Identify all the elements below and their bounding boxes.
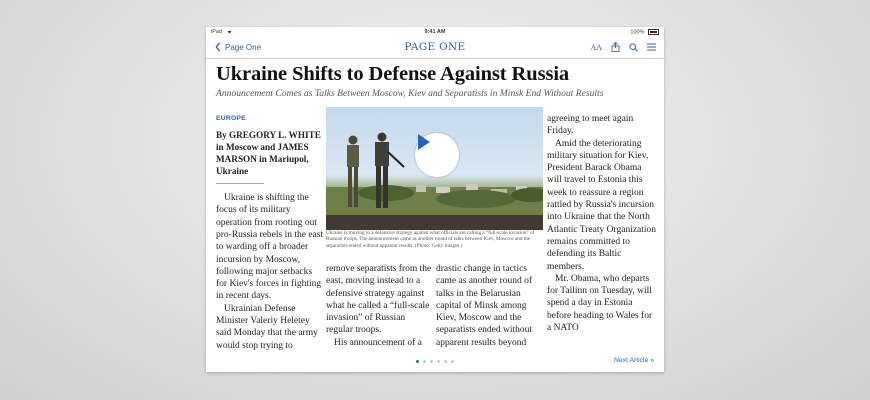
byline-divider — [216, 183, 264, 184]
photo-caption: Ukraine is moving to a defensive strategy against what officials are calling a “full-scale invasion” of Russian troops. The announcement came as another round of talks between Kiev, Moscow and the separatists ended without apparent results. (Photo: Getty Images.) — [326, 230, 535, 249]
paragraph: agreeing to meet again Friday. — [547, 114, 634, 137]
paragraph: remove separatists from the east, moving instead to a defensive strategy against what he called a “full-scale invasion” of Russian regular troops. — [326, 264, 432, 336]
paragraph: Amid the deteriorating military situation for Kiev, President Barack Obama will travel to Estonia this week to reassure a region rattled by Russia's incursion into Ukraine that the North Atlantic Treaty Organization remains committed to defending its Baltic members. — [547, 138, 657, 272]
nav-bar — [206, 38, 664, 59]
ipad-screen — [206, 27, 664, 372]
article-column-2 — [326, 263, 434, 349]
paragraph: Mr. Obama, who departs for Tallinn on Tuesday, will spend a day in Estonia before heading to Wales for a NATO — [547, 273, 653, 334]
next-article-link[interactable]: Next Article » — [613, 357, 654, 364]
page-dot[interactable] — [416, 360, 419, 363]
page-dot[interactable] — [423, 360, 426, 363]
page-dot[interactable] — [451, 360, 454, 363]
font-size-label: AA — [590, 42, 602, 52]
headline: Ukraine Shifts to Defense Against Russia — [216, 63, 570, 85]
paragraph: Ukrainian Defense Minister Valeriy Heletey said Monday that the army would stop trying to — [216, 303, 318, 351]
article-column-3 — [436, 263, 544, 349]
search-icon[interactable] — [629, 43, 638, 52]
deck: Announcement Comes as Talks Between Moscow, Kiev and Separatists in Minsk End Without Results — [216, 88, 604, 99]
page-dot[interactable] — [430, 360, 433, 363]
play-button[interactable] — [415, 133, 459, 177]
video-thumbnail[interactable] — [326, 107, 543, 230]
font-size-icon[interactable] — [590, 43, 602, 52]
page-indicator[interactable] — [206, 360, 664, 363]
section-label[interactable]: EUROPE — [216, 115, 246, 122]
back-label: Page One — [225, 42, 262, 52]
device-label: iPad — [211, 29, 223, 35]
nav-icons — [590, 42, 656, 52]
battery-icon — [648, 29, 659, 35]
masthead: PAGE ONE — [404, 41, 466, 53]
status-bar — [206, 27, 664, 38]
status-time: 9:41 AM — [424, 29, 446, 35]
paragraph: His announcement of a — [334, 337, 422, 348]
page-dot[interactable] — [437, 360, 440, 363]
menu-icon[interactable] — [647, 43, 656, 51]
battery-label: 100% — [630, 29, 645, 36]
paragraph: Ukraine is shifting the focus of its military operation from rooting out pro-Russia rebels in the east to warding off a broader incursion by Moscow, following major setbacks for Kiev's forces in fighting in recent days. — [216, 193, 324, 302]
share-icon[interactable] — [611, 42, 620, 52]
page-dot[interactable] — [444, 360, 447, 363]
paragraph: drastic change in tactics came as another round of talks in the Belarusian capital of Minsk among Kiev, Moscow and the separatists ended without apparent results beyond — [436, 264, 533, 348]
byline: By GREGORY L. WHITE in Moscow and JAMES MARSON in Mariupol, Ukraine — [216, 130, 321, 177]
status-right — [630, 29, 659, 35]
play-icon — [415, 133, 431, 151]
article-column-4 — [547, 113, 657, 334]
article-column-1 — [216, 113, 324, 352]
